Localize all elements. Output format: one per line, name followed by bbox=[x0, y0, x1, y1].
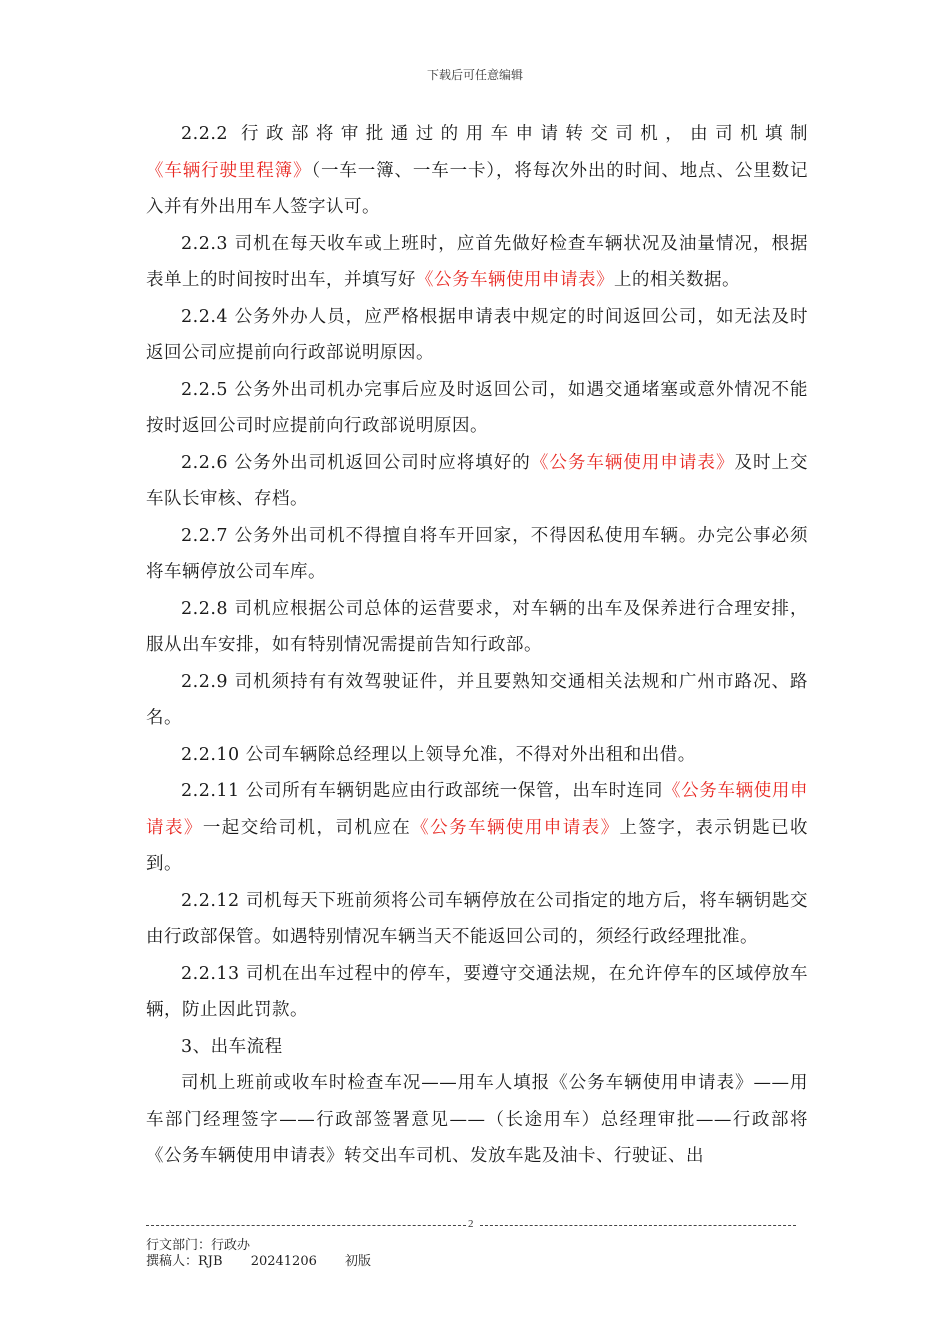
paragraph-text: 上的相关数据。 bbox=[614, 270, 740, 290]
paragraph-text: 2.2.10 公司车辆除总经理以上领导允准，不得对外出租和出借。 bbox=[181, 744, 696, 765]
footer-version: 初版 bbox=[345, 1254, 372, 1269]
form-reference: 《公务车辆使用申请表》 bbox=[411, 817, 620, 838]
paragraph-text: 2.2.4 公务外办人员，应严格根据申请表中规定的时间返回公司，如无法及时返回公司应提前向行政部说明原因。 bbox=[146, 306, 808, 363]
paragraph bbox=[146, 956, 808, 1029]
paragraph-text: 2.2.8 司机应根据公司总体的运营要求，对车辆的出车及保养进行合理安排，服从出车安排，如有特别情况需提前告知行政部。 bbox=[146, 598, 808, 655]
paragraph-text: 2.2.5 公务外出司机办完事后应及时返回公司，如遇交通堵塞或意外情况不能按时返回公司时应提前向行政部说明原因。 bbox=[146, 379, 808, 436]
paragraph bbox=[146, 1065, 808, 1175]
paragraph bbox=[146, 591, 808, 664]
paragraph bbox=[146, 664, 808, 737]
paragraph-text: 3、出车流程 bbox=[181, 1036, 283, 1057]
footer-author-line bbox=[146, 1250, 395, 1269]
paragraph-text: 2.2.9 司机须持有有效驾驶证件，并且要熟知交通相关法规和广州市路况、路名。 bbox=[146, 671, 808, 728]
paragraph bbox=[146, 518, 808, 591]
paragraph bbox=[146, 773, 808, 883]
paragraph bbox=[146, 372, 808, 445]
paragraph-text: 2.2.2 行政部将审批通过的用车申请转交司机，由司机填制 bbox=[181, 124, 808, 144]
paragraph-text: （一车一簿、一车一卡），将每次外出的时间、地点、公里数记入并有外出用车人签字认可。 bbox=[146, 160, 808, 217]
paragraph-text: 2.2.13 司机在出车过程中的停车，要遵守交通法规，在允许停车的区域停放车辆，防止因此罚款。 bbox=[146, 963, 808, 1020]
paragraph bbox=[146, 116, 808, 226]
footer-department: 行文部门：行政办 bbox=[146, 1238, 251, 1253]
paragraph-text: 2.2.3 司机在每天收车或上班时，应首先做好检查车辆状况及油量情况，根据表单上的时间按时出车，并填写好 bbox=[146, 233, 808, 290]
paragraph bbox=[146, 883, 808, 956]
paragraph bbox=[146, 299, 808, 372]
page-number: 2 bbox=[468, 1219, 474, 1230]
paragraph-text: 及时上交车队长审核、存档。 bbox=[146, 452, 809, 509]
form-reference: 《公务车辆使用申请表》 bbox=[530, 452, 735, 473]
paragraph-text: 2.2.7 公务外出司机不得擅自将车开回家，不得因私使用车辆。办完公事必须将车辆停放公司车库。 bbox=[146, 525, 808, 582]
paragraph-text: 一起交给司机，司机应在 bbox=[202, 817, 412, 838]
document-body bbox=[146, 116, 808, 1175]
paragraph bbox=[146, 1029, 808, 1066]
form-reference: 《公务车辆使用申请表》 bbox=[416, 270, 614, 290]
footer-date: 20241206 bbox=[250, 1254, 317, 1269]
footer-dash-left bbox=[146, 1225, 466, 1226]
form-reference: 《车辆行驶里程簿》 bbox=[146, 160, 312, 181]
paragraph-text: 上签字，表示钥匙已收到。 bbox=[146, 817, 809, 874]
paragraph bbox=[146, 737, 808, 774]
form-reference: 《公务车辆使用申请表》 bbox=[146, 781, 808, 838]
paragraph bbox=[146, 445, 808, 518]
footer-author: 撰稿人：RJB bbox=[146, 1254, 223, 1269]
paragraph-text: 司机上班前或收车时检查车况——用车人填报《公务车辆使用申请表》——用车部门经理签字——行政部签署意见——（长途用车）总经理审批——行政部将《公务车辆使用申请表》转交出车司机、发放车匙及油卡、行驶证、出 bbox=[146, 1073, 808, 1166]
footer-divider bbox=[146, 1219, 796, 1233]
paragraph-text: 2.2.11 公司所有车辆钥匙应由行政部统一保管，出车时连同 bbox=[181, 781, 664, 801]
footer-dash-right bbox=[480, 1225, 796, 1226]
header-note: 下载后可任意编辑 bbox=[426, 68, 523, 82]
paragraph-text: 2.2.12 司机每天下班前须将公司车辆停放在公司指定的地方后，将车辆钥匙交由行政部保管。如遇特别情况车辆当天不能返回公司的，须经行政经理批准。 bbox=[146, 890, 808, 947]
paragraph-text: 2.2.6 公务外出司机返回公司时应将填好的 bbox=[181, 452, 531, 473]
paragraph bbox=[146, 226, 808, 299]
